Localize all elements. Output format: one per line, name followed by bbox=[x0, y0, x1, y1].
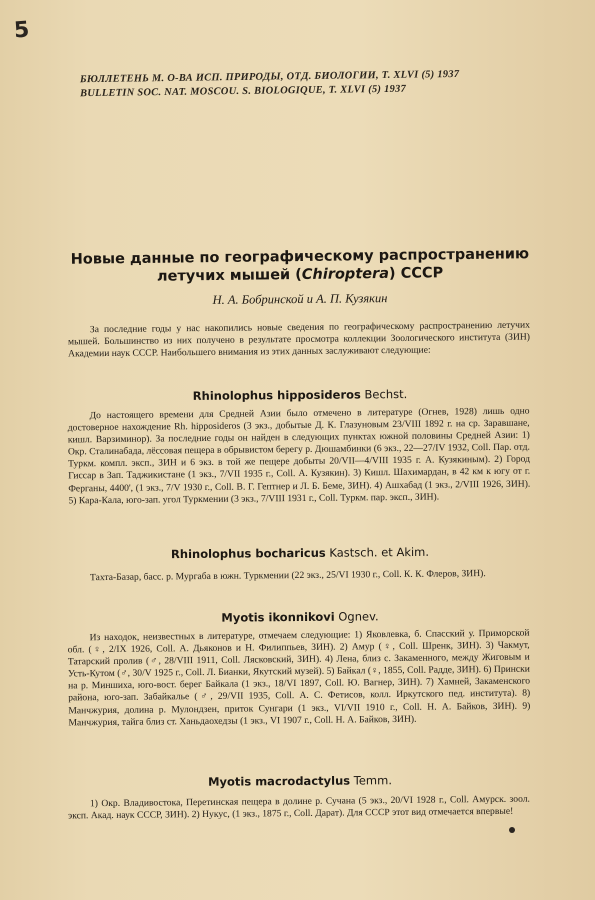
section-paragraph: Тахта-Базар, басс. р. Мургаба в южн. Туркмении (22 экз., 25/VI 1930 г., Coll. К. К. Флеров, ЗИН). bbox=[89, 568, 486, 584]
title-line-1: Новые данные по географическому распространению bbox=[70, 246, 530, 268]
title-line-2-pre: летучих мышей ( bbox=[156, 266, 302, 285]
species-authority: Ognev. bbox=[338, 609, 379, 624]
species-name: Myotis macrodactylus bbox=[207, 773, 351, 789]
section-text-rh-bocharicus bbox=[68, 568, 530, 585]
section-heading-rh-hipposideros bbox=[60, 386, 540, 404]
species-authority: Bechst. bbox=[364, 387, 408, 402]
article-title bbox=[60, 245, 540, 287]
section-heading-m-ikonnikovi bbox=[60, 608, 540, 626]
running-head-russian: БЮЛЛЕТЕНЬ М. О-ВА ИСП. ПРИРОДЫ, ОТД. БИОЛОГИИ, Т. XLVI (5) 1937 bbox=[79, 68, 460, 86]
running-head-english: BULLETIN SOC. NAT. MOSCOU. S. BIOLOGIQUE, T. XLVI (5) 1937 bbox=[80, 83, 407, 100]
species-name: Myotis ikonnikovi bbox=[221, 609, 335, 625]
section-paragraph: До настоящего времени для Средней Азии было отмечено в литературе (Огнев, 1928) лишь одно достоверное нахождение Rh. hipposideros (3 экз., добытые Д. К. Глазуновым 23/VIII 1892 г. на ср. Заравшане, кишл. Варзиминор). За последние годы он найден в следующих пунктах южной половины Средней Азии: 1) Окр. Сталинабада, лёссовая пещера в обрывистом берегу р. Дюшамбинки (6 экз., 22—27/IV 1932, Coll. Пар. отд. Туркм. компл. эксп., ЗИН и 6 экз. в той же пещере добыты 20/VII—4/VIII 1935 г. А. Кузякиным). 2) Город Гиссар в Зап. Таджикистане (1 экз., 7/VII 1935 г., Coll. А. Кузякин). 3) Кишл. Шахимардан, в 42 км к югу от г. Ферганы, 4400', (1 экз., 7/V 1930 г., Coll. В. Г. Гептнер и Л. Б. Беме, ЗИН). 4) Ашхабад (1 экз., 2/VIII 1926, ЗИН). 5) Кара-Кала, юго-зап. угол Туркмении (3 экз., 7/VIII 1931 г., Coll. Туркм. пар. эксп., ЗИН). bbox=[67, 405, 531, 507]
species-name: Rhinolophus bocharicus bbox=[170, 545, 326, 562]
species-authority: Temm. bbox=[353, 773, 393, 788]
species-name: Rhinolophus hipposideros bbox=[192, 387, 361, 403]
section-text-m-ikonnikovi bbox=[68, 628, 531, 730]
intro-paragraph bbox=[68, 320, 530, 361]
section-heading-m-macrodactylus bbox=[60, 772, 540, 790]
intro-text: За последние годы у нас накопились новые сведения по географическому распространению летучих мышей. Большинство из них получено в результате просмотра коллекции Зоологического института (ЗИН) Академии наук СССР. Наибольшего внимания из этих данных заслуживают следующие: bbox=[67, 319, 531, 360]
title-line-2-post: ) СССР bbox=[388, 265, 444, 282]
section-heading-rh-bocharicus bbox=[60, 544, 540, 562]
section-text-m-macrodactylus bbox=[68, 794, 530, 823]
ink-dot-mark bbox=[509, 827, 515, 833]
section-paragraph: 1) Окр. Владивостока, Перетинская пещера в долине р. Сучана (5 экз., 20/VI 1928 г., Coll. Амурск. зоол. эксп. Акад. наук СССР, ЗИН). 2) Нукус, (1 экз., 1875 г., Coll. Дарат). Для СССР этот вид отмечается впервые! bbox=[68, 793, 530, 822]
title-latin-term: Chiroptera bbox=[301, 265, 390, 283]
section-paragraph: Из находок, неизвестных в литературе, отмечаем следующие: 1) Яковлевка, б. Спасский у. Приморской обл. (♀, 2/IX 1926, Coll. А. Дьяконов и Н. Филиппьев, ЗИН). 2) Амур (♀, Coll. Шренк, ЗИН). 3) Чакмут, Татарский пролив (♂, 28/VIII 1911, Coll. Лясковский, ЗИН). 4) Лена, близ с. Закаменного, между Жиговым и Усть-Кутом (♂, 30/V 1925 г., Coll. Л. Бианки, Якутский музей). 5) Байкал (♀, 1855, Coll. Радде, ЗИН). 6) Прински на р. Миншиха, юго-вост. берег Байкала (1 экз., 18/VI 1897, Coll. Ю. Вагнер, ЗИН). 7) Хамней, Закаменского района, юго-зап. Забайкалье (♂, 29/VII 1935, Coll. А. С. Фетисов, колл. Иркутского пед. института). 8) Манчжурия, долина р. Мулондзен, приток Сунгари (1 экз., VI/VII 1910 г., Coll. Н. А. Байков, ЗИН). 9) Манчжурия, тайга близ ст. Ханьдаохедзы (1 экз., VI 1907 г., Coll. Н. А. Байков, ЗИН). bbox=[67, 627, 531, 729]
section-text-rh-hipposideros bbox=[68, 406, 531, 508]
running-head bbox=[80, 67, 540, 101]
handwritten-page-number: 5 bbox=[13, 17, 31, 44]
species-authority: Kastsch. et Akim. bbox=[329, 544, 430, 560]
article-authors: Н. А. Бобринской и А. П. Кузякин bbox=[212, 291, 388, 307]
